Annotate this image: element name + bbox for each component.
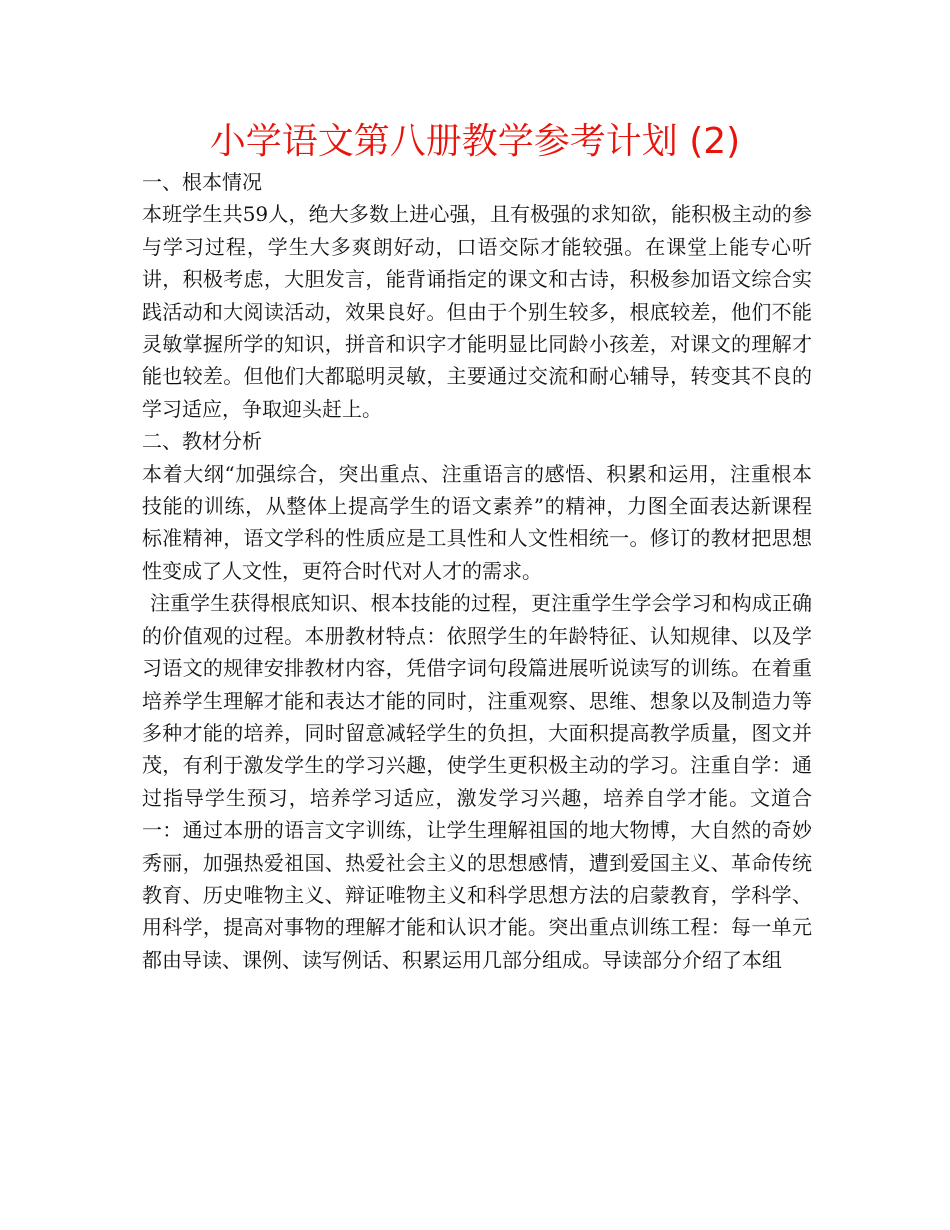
paragraph-textbook-features: 注重学生获得根底知识、根本技能的过程，更注重学生学会学习和构成正确的价值观的过程。本册教材特点：依照学生的年龄特征、认知规律、以及学习语文的规律安排教材内容，凭借字词句段篇进展听说读写的训练。在着重培养学生理解才能和表达才能的同时，注重观察、思维、想象以及制造力等多种才能的培养，同时留意减轻学生的负担，大面积提高教学质量，图文并茂，有利于激发学生的学习兴趣，使学生更积极主动的学习。注重自学：通过指导学生预习，培养学习适应，激发学习兴趣，培养自学才能。文道合一：通过本册的语言文字训练，让学生理解祖国的地大物博，大自然的奇妙秀丽，加强热爱祖国、热爱社会主义的思想感情，遭到爱国主义、革命传统教育、历史唯物主义、辩证唯物主义和科学思想方法的启蒙教育，学科学、用科学，提高对事物的理解才能和认识才能。突出重点训练工程：每一单元都由导读、课例、读写例话、积累运用几部分组成。导读部分介绍了本组	[142, 591, 812, 972]
paragraph-class-overview: 本班学生共59人，绝大多数上进心强，且有极强的求知欲，能积极主动的参与学习过程，学生大多爽朗好动，口语交际才能较强。在课堂上能专心听讲，积极考虑，大胆发言，能背诵指定的课文和古诗，积极参加语文综合实践活动和大阅读活动，效果良好。但由于个别生较多，根底较差，他们不能灵敏掌握所学的知识，拼音和识字才能明显比同龄小孩差，对课文的理解才能也较差。但他们大都聪明灵敏，主要通过交流和耐心辅导，转变其不良的学习适应，争取迎头赶上。	[142, 202, 812, 421]
document-title: 小学语文第八册教学参考计划 (2)	[209, 121, 741, 162]
document-body	[142, 166, 812, 976]
section-heading-textbook-analysis: 二、教材分析	[142, 429, 262, 454]
section-heading-basic-situation: 一、根本情况	[142, 170, 262, 194]
paragraph-syllabus-spirit: 本着大纲“加强综合，突出重点、注重语言的感悟、积累和运用，注重根本技能的训练，从整体上提高学生的语文素养”的精神，力图全面表达新课程标准精神，语文学科的性质应是工具性和人文性相统一。修订的教材把思想性变成了人文性，更符合时代对人才的需求。	[142, 461, 812, 583]
